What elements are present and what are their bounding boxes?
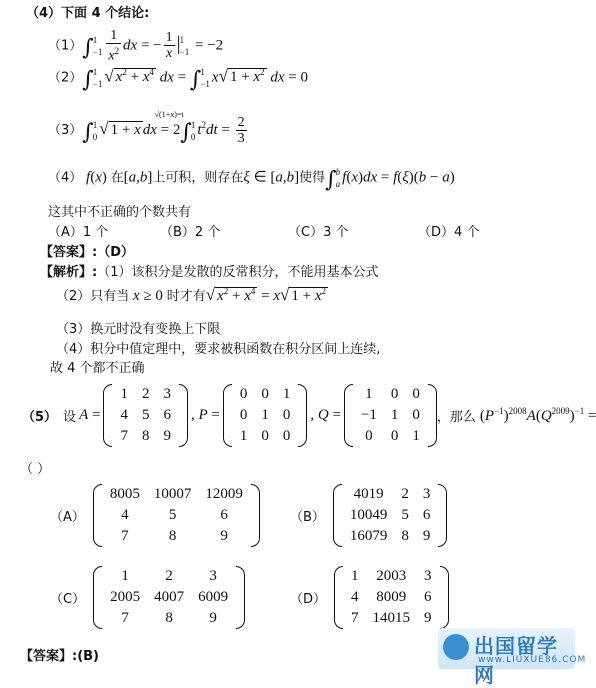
option-a: [50, 484, 260, 547]
matrix-cell: 1: [121, 568, 129, 584]
matrix-cell: −1: [360, 407, 377, 423]
matrix-cell: 6: [424, 589, 432, 605]
matrix-cell: 9: [220, 528, 228, 544]
q4-analysis-5: 故 4 个都不正确: [50, 361, 145, 376]
matrix-cell: 8: [401, 528, 409, 544]
statement-3: （3）∫ 1 0 √ 1 + x dx = √(1+x)=t 2∫ 1 0 $t^2dt$ = $\frac{2}{3}$: [48, 109, 245, 146]
matrix-cell: 3: [422, 486, 431, 502]
matrix-cell: 2003: [376, 568, 407, 584]
q4-analysis-label: 【解析】:: [40, 265, 98, 280]
matrix-cell: 9: [209, 610, 217, 626]
matrix-row: [343, 484, 438, 505]
q4-answer-value: （D）: [97, 245, 134, 260]
matrix-cell: 2005: [110, 589, 141, 605]
matrix-cell: 2: [165, 568, 173, 584]
matrix-row: [354, 405, 427, 426]
matrix-cell: 0: [390, 386, 399, 402]
statement-4-text-a: 在: [110, 170, 124, 186]
matrix-row: [343, 505, 438, 526]
watermark-title: 出国留学网: [474, 634, 558, 687]
matrix-cell: 9: [422, 528, 431, 544]
matrix-row: [233, 405, 298, 426]
choice-a: （A）1 个: [48, 225, 109, 240]
matrix-cell: 7: [121, 610, 129, 626]
matrix-cell: 1: [120, 386, 128, 402]
statement-4-text-c: 使得: [299, 170, 326, 186]
matrix-row: [103, 587, 235, 608]
option-a-label: （A）: [50, 510, 85, 525]
q4-question: 这其中不正确的个数共有: [48, 205, 192, 220]
statement-2: （2）∫ 1 −1 √ $x^2 + x^4$ dx = ∫ 1 −1 x√ $1 + x^2$ dx = 0: [48, 66, 308, 93]
matrix-cell: 5: [141, 407, 150, 423]
matrix-cell: 1: [261, 407, 269, 423]
option-d-label: （D）: [290, 592, 327, 607]
matrix-row: [354, 384, 427, 405]
matrix-cell: 0: [239, 386, 248, 402]
watermark-logo: [438, 628, 587, 687]
matrix-q: [344, 384, 437, 447]
matrix-cell: 9: [163, 428, 171, 444]
matrix-row: [103, 526, 250, 547]
matrix-row: [113, 426, 178, 447]
choice-b: （B）2 个: [160, 225, 221, 240]
choice-c: （C）3 个: [288, 225, 349, 240]
globe-icon: [443, 634, 469, 660]
matrix-cell: 8009: [376, 589, 407, 605]
matrix-cell: 7: [121, 528, 129, 544]
q5-set-text: 设: [63, 410, 77, 425]
matrix-cell: 4007: [154, 589, 185, 605]
q5-then-text: ，那么: [436, 410, 476, 425]
matrix-row: [233, 384, 298, 405]
statement-4: （4） f(x) 在[a,b]上可积，则存在ξ ∈ [a,b]使得∫ b a f(x)dx = f(ξ)(b − a): [48, 167, 455, 193]
matrix-cell: 8: [165, 610, 173, 626]
matrix-cell: 6009: [198, 589, 229, 605]
matrix-row: [113, 384, 178, 405]
matrix-cell: 0: [282, 428, 291, 444]
q5-answer-value: (B): [77, 649, 99, 664]
q5-answer: [20, 645, 99, 664]
option-c: [50, 566, 245, 629]
matrix-cell: 0: [282, 407, 291, 423]
q5-statement: （5） 设 A = 1 2 3 4 5 6 7 8 9 , P = 0 0 1 0 1 0 1 0 0 , Q = 1 0 0 −1 1 0 0 0 1 ，那么 $(P^{-1})^{2008}A(Q^{2009})^{-1}$ =: [22, 384, 596, 447]
option-a-matrix: [93, 484, 260, 547]
matrix-cell: 6: [163, 407, 171, 423]
matrix-cell: 10049: [349, 507, 388, 523]
statement-3-label: （3）: [48, 122, 83, 138]
matrix-cell: 0: [261, 386, 269, 402]
matrix-cell: 4: [120, 407, 128, 423]
matrix-row: [344, 608, 439, 629]
matrix-a: [103, 384, 188, 447]
q4-analysis-1: [40, 261, 378, 280]
option-b-matrix: [333, 484, 448, 547]
matrix-cell: 10007: [153, 486, 192, 502]
matrix-row: [343, 526, 438, 547]
matrix-cell: 8: [141, 428, 150, 444]
matrix-cell: 1: [239, 428, 248, 444]
matrix-cell: 8: [168, 528, 177, 544]
matrix-cell: 4019: [353, 486, 384, 502]
option-d: [290, 566, 449, 629]
option-c-label: （C）: [50, 592, 86, 607]
matrix-cell: 6: [220, 507, 228, 523]
matrix-row: [113, 405, 178, 426]
matrix-row: [344, 566, 439, 587]
statement-2-label: （2）: [48, 70, 83, 86]
matrix-cell: 2: [141, 386, 150, 402]
matrix-p: [223, 384, 308, 447]
matrix-cell: 6: [422, 507, 431, 523]
matrix-cell: 1: [282, 386, 291, 402]
matrix-row: [103, 484, 250, 505]
option-b: [290, 484, 447, 547]
matrix-cell: 3: [209, 568, 217, 584]
matrix-cell: 0: [412, 407, 420, 423]
matrix-cell: 1: [390, 407, 399, 423]
matrix-cell: 4: [121, 507, 129, 523]
statement-1-label: （1）: [48, 38, 83, 54]
matrix-row: [344, 587, 439, 608]
matrix-row: [233, 426, 298, 447]
option-d-matrix: [334, 566, 449, 629]
matrix-cell: 1: [351, 568, 359, 584]
matrix-cell: 8005: [109, 486, 140, 502]
matrix-cell: 1: [365, 386, 373, 402]
q5-blank: （ ）: [20, 462, 51, 477]
matrix-cell: 3: [163, 386, 171, 402]
statement-1: （1）∫ 1 −1 $\frac{1}{x^2}$ dx = − $\frac{1}{x}$ | 1 −1 = −2: [48, 28, 224, 64]
matrix-cell: 2: [401, 486, 409, 502]
matrix-row: [103, 608, 235, 629]
matrix-cell: 0: [261, 428, 269, 444]
matrix-cell: 0: [239, 407, 248, 423]
matrix-cell: 5: [401, 507, 409, 523]
q4-answer: [40, 241, 134, 260]
matrix-cell: 0: [365, 428, 373, 444]
q5-label: （5）: [22, 410, 58, 425]
q4-answer-label: 【答案】:: [40, 245, 98, 260]
matrix-cell: 7: [351, 610, 359, 626]
matrix-cell: 12009: [205, 486, 243, 502]
matrix-row: [103, 566, 235, 587]
q4-header: （4）下面 4 个结论:: [26, 6, 150, 21]
matrix-cell: 0: [390, 428, 399, 444]
q4-analysis-2-prefix: （2）只有当: [56, 289, 130, 304]
matrix-row: [103, 505, 250, 526]
q4-analysis-text-1: （1）该积分是发散的反常积分，不能用基本公式: [97, 265, 379, 280]
option-c-matrix: [93, 566, 245, 629]
matrix-row: [354, 426, 427, 447]
watermark-url: www.LIUXUE86.COM: [478, 655, 587, 665]
q5-exp-2: 2009: [551, 406, 570, 416]
matrix-cell: 7: [120, 428, 128, 444]
q4-analysis-2: （2）只有当 x ≥ 0 时才有√ $x^2 + x^4 = x√$ $1 + x^2$: [56, 285, 326, 304]
matrix-cell: 3: [424, 568, 432, 584]
matrix-cell: 1: [412, 428, 420, 444]
q4-analysis-2-mid: 时才有: [166, 289, 206, 304]
option-b-label: （B）: [290, 510, 325, 525]
matrix-cell: 14015: [372, 610, 411, 626]
q4-analysis-3: （3）换元时没有变换上下限: [56, 322, 221, 337]
statement-4-text-b: 上可积，则存在: [152, 170, 244, 186]
matrix-cell: 16079: [349, 528, 388, 544]
matrix-cell: 4: [351, 589, 359, 605]
matrix-cell: 0: [412, 386, 420, 402]
q5-answer-label: 【答案】:: [20, 649, 78, 664]
choice-d: （D）4 个: [418, 225, 480, 240]
q5-exp-1: 2008: [508, 406, 527, 416]
statement-4-label: （4）: [48, 170, 83, 186]
matrix-cell: 5: [168, 507, 177, 523]
q4-analysis-4: （4）积分中值定理中，要求被积函数在积分区间上连续,: [56, 342, 381, 357]
matrix-cell: 9: [424, 610, 432, 626]
